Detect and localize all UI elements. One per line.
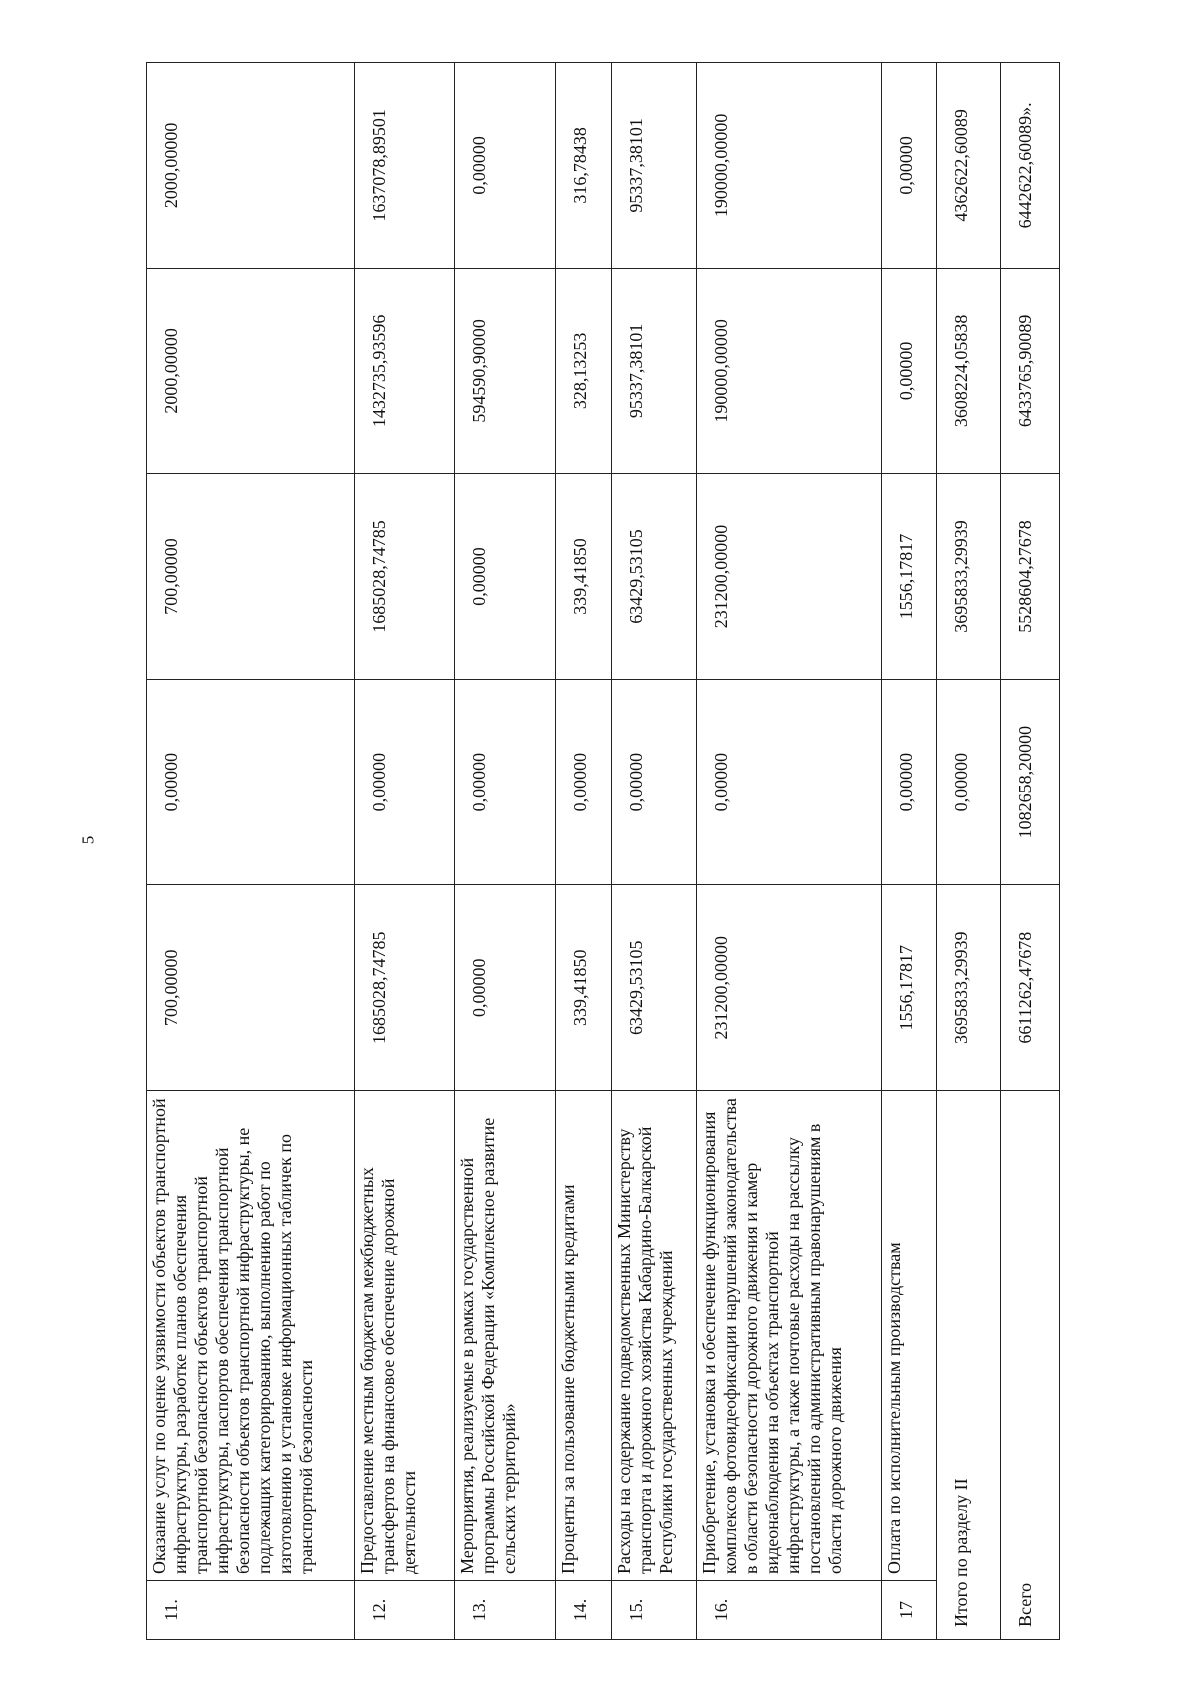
value-cell: 231200,00000 — [697, 885, 881, 1091]
row-name: Мероприятия, реализуемые в рамках государственной программы Российской Федерации «Комплексное развитие сельских территорий» — [455, 1091, 556, 1581]
section-total-row — [937, 63, 1001, 1640]
row-name: Приобретение, установка и обеспечение функционирования комплексов фотовидеофиксации нарушений законодательства в области безопасности дорожного движения и камер видеонаблюдения на объектах транспортной инфраструктуры, а также почтовые расходы на рассылку постановлений по административным правонарушениям в области дорожного движения — [697, 1091, 881, 1581]
section-total-label: Итого по разделу II — [937, 1091, 1001, 1640]
value-cell: 6433765,90089 — [1001, 268, 1060, 474]
table-row — [354, 63, 455, 1640]
table-row — [697, 63, 881, 1640]
value-cell: 95337,38101 — [612, 268, 697, 474]
row-number: 16. — [697, 1581, 881, 1640]
value-cell: 4362622,60089 — [937, 63, 1001, 269]
value-cell: 0,00000 — [697, 679, 881, 885]
row-name: Проценты за пользование бюджетными кредитами — [555, 1091, 612, 1581]
value-cell: 0,00000 — [354, 679, 455, 885]
rotated-table-container — [146, 62, 1060, 1640]
value-cell: 0,00000 — [937, 679, 1001, 885]
row-number: 13. — [455, 1581, 556, 1640]
value-cell: 95337,38101 — [612, 63, 697, 269]
value-cell: 1556,17817 — [881, 474, 937, 680]
value-cell: 700,00000 — [147, 474, 355, 680]
value-cell: 2000,00000 — [147, 268, 355, 474]
grand-total-row — [1001, 63, 1060, 1640]
value-cell: 0,00000 — [881, 268, 937, 474]
row-name: Предоставление местным бюджетам межбюджетных трансфертов на финансовое обеспечение дорожной деятельности — [354, 1091, 455, 1581]
value-cell: 3695833,29939 — [937, 474, 1001, 680]
value-cell: 0,00000 — [455, 885, 556, 1091]
value-cell: 190000,00000 — [697, 63, 881, 269]
value-cell: 339,41850 — [555, 474, 612, 680]
value-cell: 0,00000 — [555, 679, 612, 885]
value-cell: 190000,00000 — [697, 268, 881, 474]
value-cell: 1685028,74785 — [354, 885, 455, 1091]
table-row — [555, 63, 612, 1640]
page-number: 5 — [78, 835, 98, 845]
row-number: 17 — [881, 1581, 937, 1640]
row-number: 12. — [354, 1581, 455, 1640]
budget-table — [146, 62, 1060, 1640]
value-cell: 2000,00000 — [147, 63, 355, 269]
value-cell: 1637078,89501 — [354, 63, 455, 269]
row-name: Оплата по исполнительным производствам — [881, 1091, 937, 1581]
table-row — [455, 63, 556, 1640]
value-cell: 0,00000 — [612, 679, 697, 885]
row-number: 15. — [612, 1581, 697, 1640]
value-cell: 0,00000 — [881, 63, 937, 269]
value-cell: 1685028,74785 — [354, 474, 455, 680]
value-cell: 1082658,20000 — [1001, 679, 1060, 885]
value-cell: 231200,00000 — [697, 474, 881, 680]
value-cell: 5528604,27678 — [1001, 474, 1060, 680]
value-cell: 63429,53105 — [612, 885, 697, 1091]
value-cell: 3608224,05838 — [937, 268, 1001, 474]
value-cell: 0,00000 — [455, 679, 556, 885]
value-cell: 0,00000 — [455, 474, 556, 680]
value-cell: 594590,90000 — [455, 268, 556, 474]
value-cell: 316,78438 — [555, 63, 612, 269]
value-cell: 0,00000 — [455, 63, 556, 269]
value-cell: 1556,17817 — [881, 885, 937, 1091]
value-cell: 328,13253 — [555, 268, 612, 474]
value-cell: 1432735,93596 — [354, 268, 455, 474]
row-number: 11. — [147, 1581, 355, 1640]
value-cell: 6442622,60089». — [1001, 63, 1060, 269]
value-cell: 339,41850 — [555, 885, 612, 1091]
table-row — [147, 63, 355, 1640]
row-name: Расходы на содержание подведомственных Министерству транспорта и дорожного хозяйства Кабардино-Балкарской Республики государственных учреждений — [612, 1091, 697, 1581]
value-cell: 0,00000 — [147, 679, 355, 885]
value-cell: 700,00000 — [147, 885, 355, 1091]
grand-total-label: Всего — [1001, 1091, 1060, 1640]
table-row — [881, 63, 937, 1640]
row-number: 14. — [555, 1581, 612, 1640]
table-row — [612, 63, 697, 1640]
row-name: Оказание услуг по оценке уязвимости объектов транспортной инфраструктуры, разработке планов обеспечения транспортной безопасности объектов транспортной инфраструктуры, паспортов обеспечения транспортной безопасности объектов транспортной инфраструктуры, не подлежащих категорированию, выполнению работ по изготовлению и установке информационных табличек по транспортной безопасности — [147, 1091, 355, 1581]
value-cell: 63429,53105 — [612, 474, 697, 680]
value-cell: 3695833,29939 — [937, 885, 1001, 1091]
value-cell: 6611262,47678 — [1001, 885, 1060, 1091]
value-cell: 0,00000 — [881, 679, 937, 885]
